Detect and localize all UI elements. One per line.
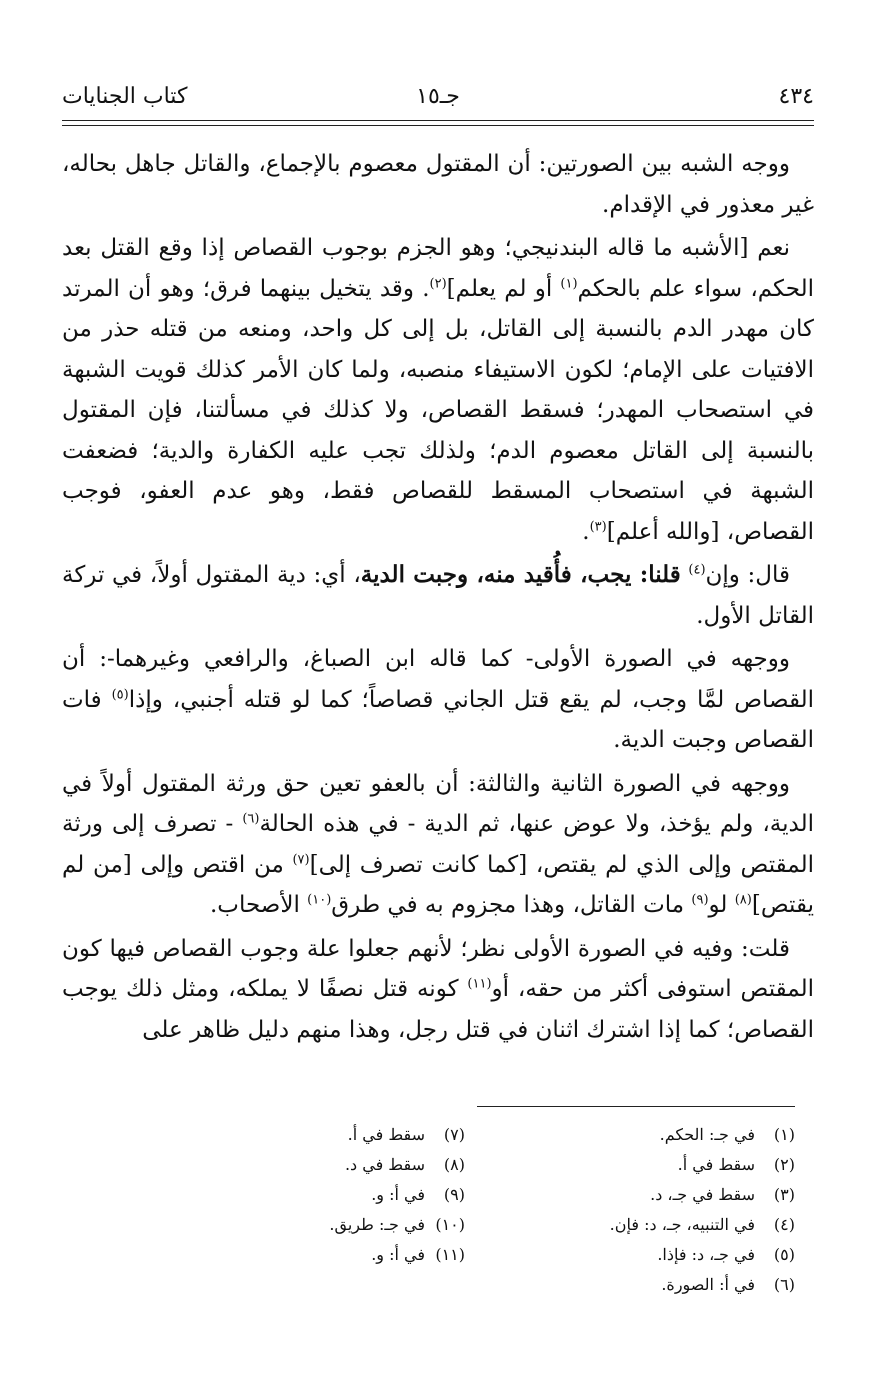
footnote-separator xyxy=(477,1106,795,1107)
footnote: (١٠)في جـ: طريق. xyxy=(329,1215,465,1234)
paragraph-2: نعم [الأشبه ما قاله البندنيجي؛ وهو الجزم بوجوب القصاص إذا وقع القتل بعد الحكم، سواء علم بالحكم$^{(١)}$ أو لم يعلم]$^{(٢)}$. وقد يتخيل بينهما فرق؛ وهو أن المرتد كان مهدر الدم بالنسبة إلى القاتل، بل إلى كل واحد، ومنعه من قتله حذر من الافتيات على الإمام؛ لكون الاستيفاء منصبه، ولما كان الأمر كذلك قويت الشبهة في استصحاب المهدر؛ فسقط القصاص، ولا كذلك في مسألتنا، فإن المقتول بالنسبة إلى القاتل معصوم الدم؛ ولذلك تجب عليه الكفارة والدية؛ فضعفت الشبهة في استصحاب المسقط للقصاص فقط، وهو عدم العفو، فوجب القصاص، [والله أعلم]$^{(٣)}$. xyxy=(62,235,814,545)
main-text xyxy=(62,144,814,1050)
book-title: كتاب الجنايات xyxy=(62,84,188,109)
footnote-ref: (٦) xyxy=(242,811,260,827)
footnote: (٩)في أ: و. xyxy=(371,1185,465,1204)
footnote-ref: (١) xyxy=(560,275,578,291)
volume-label: جـ١٥ xyxy=(416,84,460,109)
footnote: (١)في جـ: الحكم. xyxy=(659,1125,795,1144)
header-rule-bottom xyxy=(62,125,814,126)
footnote: (٣)سقط في جـ، د. xyxy=(650,1185,795,1204)
footnote: (٧)سقط في أ. xyxy=(347,1125,465,1144)
paragraph-6: قلت: وفيه في الصورة الأولى نظر؛ لأنهم جعلوا علة وجوب القصاص فيها كون المقتص استوفى أكثر من حقه، أو$^{(١١)}$ كونه قتل نصفًا لا يملكه، ومثل ذلك يوجب القصاص؛ كما إذا اشترك اثنان في قتل رجل، وهذا منهم دليل ظاهر على xyxy=(62,935,814,1043)
footnote: (٥)في جـ، د: فإذا. xyxy=(657,1245,795,1264)
footnote-ref: (٨) xyxy=(734,892,752,908)
footnote-ref: (٤) xyxy=(688,562,706,578)
footnote-ref: (٥) xyxy=(111,686,129,702)
footnote: (٤)في التنبيه، جـ، د: فإن. xyxy=(609,1215,795,1234)
footnotes-column-left xyxy=(165,1120,465,1270)
footnote: (٢)سقط في أ. xyxy=(677,1155,795,1174)
footnote: (٨)سقط في د. xyxy=(344,1155,465,1174)
running-header xyxy=(62,78,814,118)
footnotes xyxy=(175,1120,795,1310)
footnote-ref: (٢) xyxy=(429,275,447,291)
paragraph-3: قال: وإن$^{(٤)}$ قلنا: يجب، فأُقيد منه، وجبت الدية، أي: دية المقتول أولاً، في تركة القاتل الأول. xyxy=(62,561,814,629)
paragraph-5: ووجهه في الصورة الثانية والثالثة: أن بالعفو تعين حق ورثة المقتول أولاً في الدية، ولم يؤخذ، ولا عوض عنها، ثم الدية - في هذه الحالة$^{(٦)}$ - تصرف إلى ورثة المقتص وإلى الذي لم يقتص، [كما كانت تصرف إلى]$^{(٧)}$ من اقتص وإلى [من لم يقتص]$^{(٨)}$ لو$^{(٩)}$ مات القاتل، وهذا مجزوم به في طرق$^{(١٠)}$ الأصحاب. xyxy=(62,770,814,918)
matn-quote: قلنا: يجب، فأُقيد منه، وجبت الدية xyxy=(360,561,681,588)
footnote-ref: (٩) xyxy=(691,892,709,908)
footnote-ref: (٧) xyxy=(292,851,310,867)
footnotes-column-right xyxy=(495,1120,795,1300)
footnote-ref: (١٠) xyxy=(307,892,332,908)
footnote-ref: (٣) xyxy=(589,518,607,534)
header-rule-top xyxy=(62,120,814,121)
page-number: ٤٣٤ xyxy=(778,84,814,109)
paragraph-1: ووجه الشبه بين الصورتين: أن المقتول معصوم بالإجماع، والقاتل جاهل بحاله، غير معذور في الإقدام. xyxy=(62,151,814,218)
footnote-ref: (١١) xyxy=(467,976,492,992)
footnote: (٦)في أ: الصورة. xyxy=(661,1275,795,1294)
paragraph-4: ووجهه في الصورة الأولى- كما قاله ابن الصباغ، والرافعي وغيرهما-: أن القصاص لمَّا وجب، لم يقع قتل الجاني قصاصاً؛ كما لو قتله أجنبي، وإذا$^{(٥)}$ فات القصاص وجبت الدية. xyxy=(62,646,814,753)
footnote: (١١)في أ: و. xyxy=(371,1245,465,1264)
